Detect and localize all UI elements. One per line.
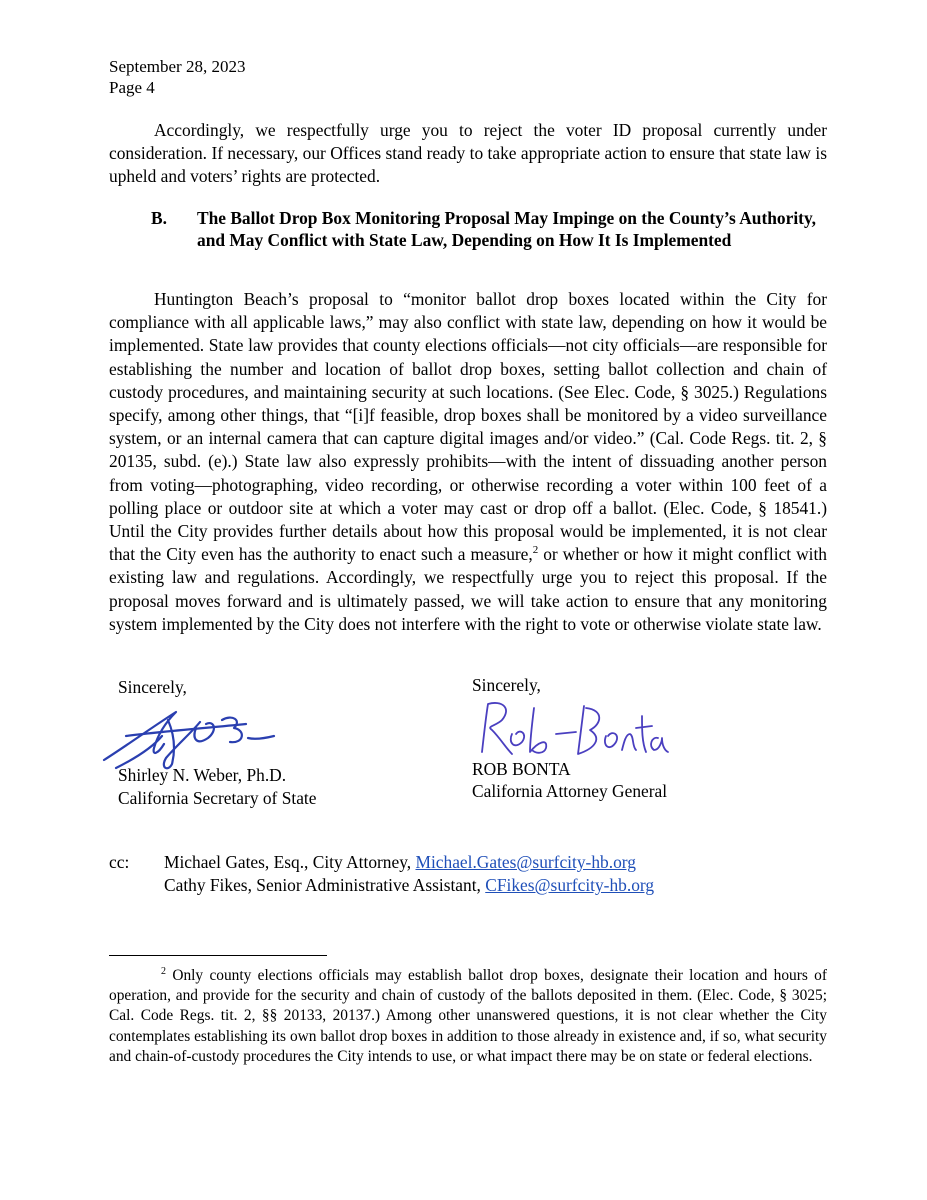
cc-recipient-fikes: [164, 874, 654, 897]
page-header: [109, 56, 245, 98]
section-title: The Ballot Drop Box Monitoring Proposal May Impinge on the County’s Authority, and May Conflict with State Law, Depending on How It Is Implemented: [197, 208, 817, 250]
signature-bonta-image: [472, 694, 672, 764]
signer-name-bonta: ROB BONTA: [472, 759, 571, 779]
footnote-text: Only county elections officials may establish ballot drop boxes, designate their location and hours of operation, and provide for the security and chain of custody of the ballots deposited in them. (Elec. Code, § 3025; Cal. Code Regs. tit. 2, §§ 20133, 20137.) Among other unanswered questions, it is not clear whether the City contemplates establishing its own ballot drop boxes in addition to those already in existence and, if so, what security and chain-of-custody procedures the City intends to use, or what impact there may be on state or federal elections.: [109, 967, 827, 1065]
footnote-divider: [109, 955, 327, 956]
page-number: Page 4: [109, 78, 155, 97]
footnote-number: 2: [161, 965, 166, 977]
cc-label: cc:: [109, 852, 130, 872]
cc-email-link-fikes[interactable]: CFikes@surfcity-hb.org: [485, 875, 655, 895]
signer-title-weber: California Secretary of State: [118, 788, 317, 808]
paragraph-drop-box: [109, 288, 827, 636]
cc-recipient-gates: [164, 851, 636, 874]
signer-title-bonta: California Attorney General: [472, 781, 668, 801]
cc-recipient-text: Cathy Fikes, Senior Administrative Assistant,: [164, 875, 486, 895]
footnote: [109, 966, 827, 1067]
closing-right: Sincerely,: [472, 675, 541, 695]
section-letter: B.: [151, 208, 167, 228]
closing-left: Sincerely,: [118, 677, 187, 697]
paragraph-drop-box-part1: Huntington Beach’s proposal to “monitor ballot drop boxes located within the City for compliance with all applicable laws,” may also conflict with state law, depending on how it would be implemented. State law provides that county elections officials—not city officials—are responsible for establishing the number and location of ballot drop boxes, setting ballot collection and chain of custody procedures, and maintaining security at such locations. (See Elec. Code, § 3025.) Regulations specify, among other things, that “[i]f feasible, drop boxes shall be monitored by a video surveillance system, or an internal camera that can capture digital images and/or video.” (Cal. Code Regs. tit. 2, § 20135, subd. (e).) State law also expressly prohibits—with the intent of dissuading another person from voting—photographing, video recording, or otherwise recording a voter within 100 feet of a polling place or outdoor site at which a voter may cast or drop off a ballot. (Elec. Code, § 18541.) Until the City provides further details about how this proposal would be implemented, it is not clear that the City even has the authority to enact such a measure,: [109, 289, 827, 565]
footnote-reference[interactable]: 2: [532, 544, 539, 557]
cc-email-link-gates[interactable]: Michael.Gates@surfcity-hb.org: [415, 852, 636, 872]
letter-date: September 28, 2023: [109, 57, 246, 76]
cc-recipient-text: Michael Gates, Esq., City Attorney,: [164, 852, 416, 872]
paragraph-voter-id: Accordingly, we respectfully urge you to reject the voter ID proposal currently under consideration. If necessary, our Offices stand ready to take appropriate action to ensure that state law is upheld and voters’ rights are protected.: [109, 120, 827, 187]
paragraph-drop-box-part2: or whether or how it might conflict with existing law and regulations. Accordingly, we respectfully urge you to reject this proposal. If the proposal moves forward and is ultimately passed, we will take action to ensure that any monitoring system implemented by the City does not interfere with the right to vote or otherwise violate state law.: [109, 544, 827, 634]
signer-name-weber: Shirley N. Weber, Ph.D.: [118, 765, 287, 785]
